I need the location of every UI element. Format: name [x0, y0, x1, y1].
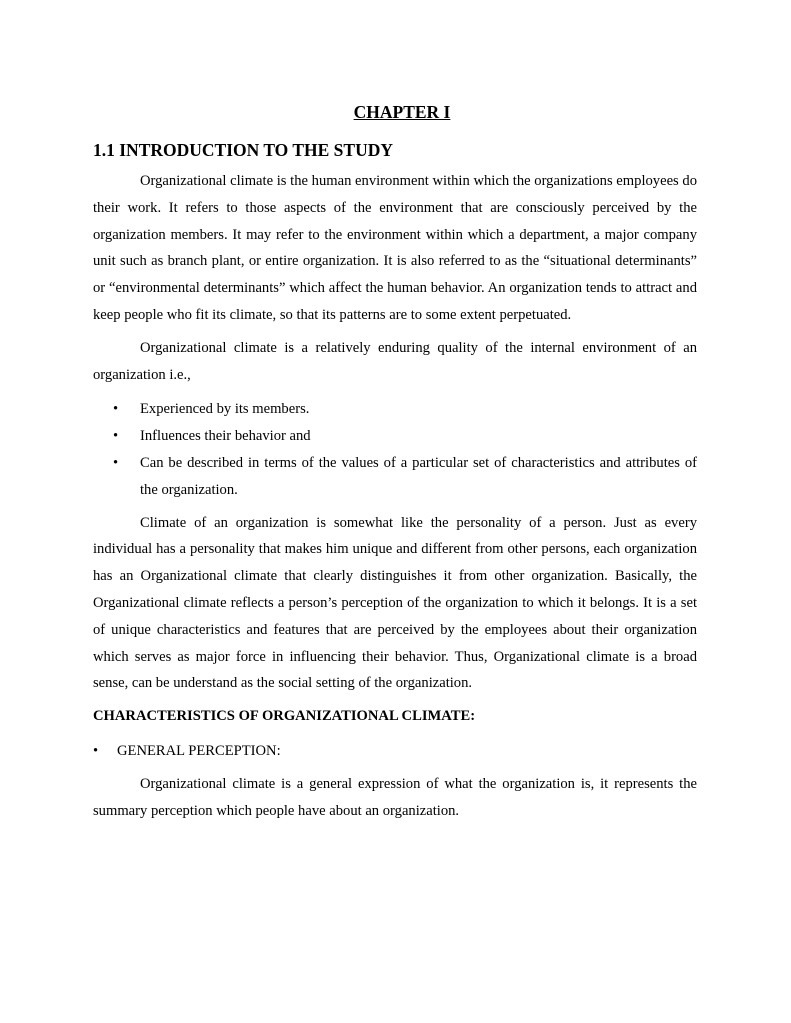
paragraph-enduring-quality: Organizational climate is a relatively enduring quality of the internal environment of an organization i.e.,	[93, 339, 697, 383]
chapter-title: CHAPTER I	[353, 102, 451, 122]
bullet-icon: •	[113, 401, 119, 418]
section-heading: 1.1 INTRODUCTION TO THE STUDY	[93, 140, 394, 160]
characteristics-heading: CHARACTERISTICS OF ORGANIZATIONAL CLIMATE:	[93, 708, 476, 725]
list-item-text: Experienced by its members.	[140, 401, 310, 418]
bullet-icon: •	[113, 428, 119, 445]
list-item-text: Can be described in terms of the values of a particular set of characteristics and attributes of the organization.	[140, 454, 697, 498]
paragraph-intro: Organizational climate is the human environment within which the organizations employees do their work. It refers to those aspects of the environment that are consciously perceived by the organization members. It may refer to the environment within which a department, a major company unit such as branch plant, or entire organization. It is also referred to as the “situational determinants” or “environmental determinants” which affect the human behavior. An organization tends to attract and keep people who fit its climate, so that its patterns are to some extent perpetuated.	[93, 173, 697, 323]
list-item	[93, 450, 697, 504]
list-item	[93, 396, 697, 423]
bullet-icon: •	[93, 742, 99, 759]
paragraph-personality: Climate of an organization is somewhat like the personality of a person. Just as every individual has a personality that makes him unique and different from other persons, each organization has an Organizational climate that clearly distinguishes it from other organization. Basically, the Organizational climate reflects a person’s perception of the organization to which it belongs. It is a set of unique characteristics and features that are perceived by the employees about their organization which serves as major force in influencing their behavior. Thus, Organizational climate is a broad sense, can be understand as the social setting of the organization.	[93, 514, 697, 692]
list-item	[93, 423, 697, 450]
characteristic-item-label: GENERAL PERCEPTION:	[117, 742, 281, 759]
characteristic-item	[93, 738, 697, 765]
paragraph-general-perception: Organizational climate is a general expression of what the organization is, it represents the summary perception which people have about an organization.	[93, 775, 697, 819]
bullet-icon: •	[113, 454, 119, 471]
list-item-text: Influences their behavior and	[140, 428, 311, 445]
document-page	[93, 100, 697, 830]
climate-bullet-list	[93, 396, 697, 503]
